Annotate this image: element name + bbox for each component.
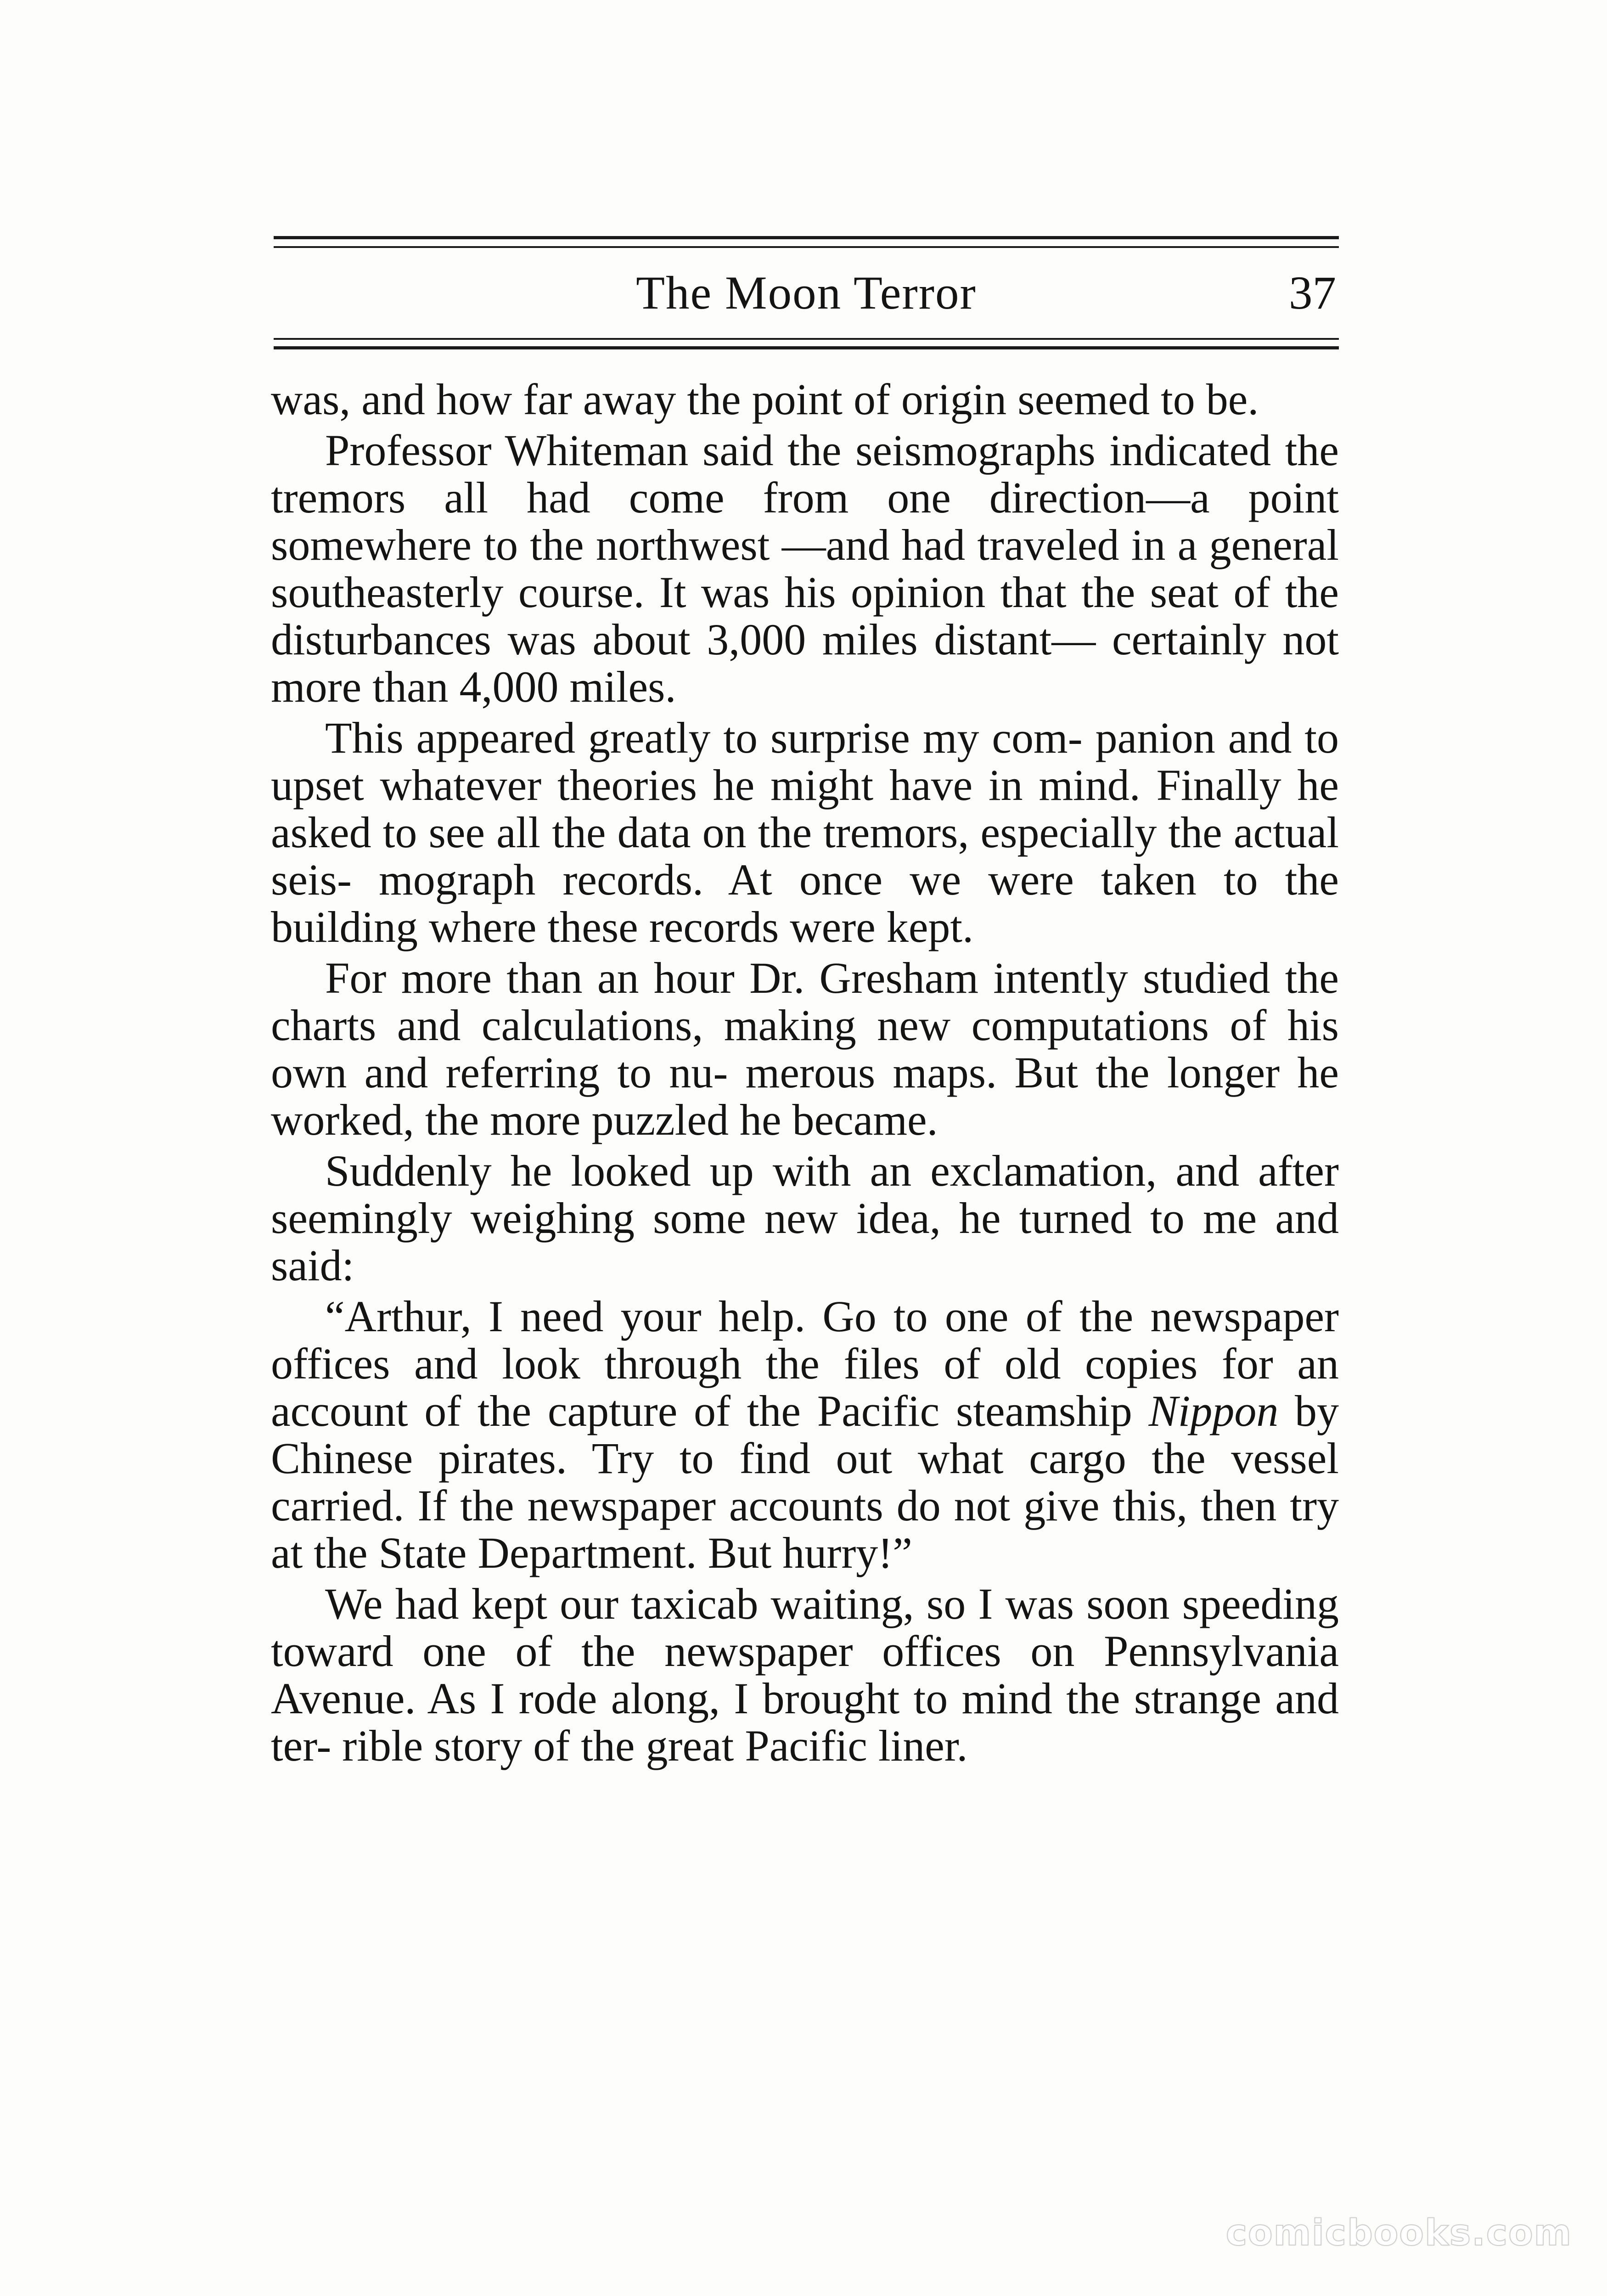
text-line: Professor Whiteman said the seismographs [325, 426, 1096, 475]
text-line: panion and to upset whatever theories he might [271, 713, 1339, 810]
text-line: Try to find out what cargo the vessel carried. [271, 1434, 1339, 1530]
text-line: more puzzled he became. [490, 1095, 938, 1144]
paragraph [271, 376, 1339, 423]
text-line: —and had traveled in a general southeasterly [271, 520, 1339, 617]
text-line: newspaper offices and look through the files of [271, 1292, 1339, 1388]
text-line: along, I brought to mind the strange and ter- [271, 1674, 1339, 1770]
text-line: offices on Pennsylvania Avenue. As I rode [271, 1626, 1339, 1723]
text-line: rible story of the great Pacific liner. [342, 1721, 968, 1770]
paragraph [271, 1293, 1339, 1576]
text-line: was, and how far away the point of origin [271, 375, 1007, 424]
text-line-start: Pacific steamship [817, 1386, 1149, 1435]
text-line: “Arthur, I need your help. Go to one of the [325, 1292, 1134, 1341]
header-top-rule-lower [274, 246, 1339, 248]
running-title: The Moon Terror [636, 267, 977, 319]
text-line: merous maps. But the longer he worked, the [271, 1048, 1339, 1144]
paragraph [271, 954, 1339, 1143]
text-line: seemed to be. [1017, 375, 1259, 424]
text-line: certainly not more than 4,000 miles. [271, 615, 1339, 711]
header-top-rule-upper [274, 236, 1339, 239]
body-text [271, 376, 1339, 1773]
text-line: course. It was his opinion that the seat of the [518, 568, 1339, 617]
text-line: data on the tremors, especially the actual seis- [271, 808, 1339, 904]
text-line: have in mind. Finally he asked to see all the [271, 760, 1339, 857]
text-line-end: by Chinese pirates. [271, 1386, 1339, 1483]
text-line: computations of his own and referring to nu- [271, 1001, 1339, 1097]
text-line: disturbances was about 3,000 miles distant— [271, 615, 1096, 664]
text-line: direction—a point somewhere to the northwest [271, 473, 1339, 569]
text-line: old copies for an account of the capture of the [271, 1339, 1339, 1435]
header-bottom-rule-lower [274, 346, 1339, 349]
text-line: studied the charts and calculations, making new [271, 953, 1339, 1050]
text-line: soon speeding toward one of the newspaper [271, 1579, 1339, 1676]
paragraph [271, 427, 1339, 710]
text-line: This appeared greatly to surprise my com- [325, 713, 1083, 762]
text-line: he turned to me and said: [271, 1193, 1339, 1290]
running-header [274, 236, 1339, 353]
paragraph [271, 714, 1339, 951]
text-line: We had kept our taxicab waiting, so I was [325, 1579, 1074, 1628]
text-line: mograph records. At once we were taken to [379, 855, 1258, 904]
watermark: comicbooks.com [1225, 2212, 1572, 2254]
text-line: For more than an hour Dr. Gresham intently [325, 953, 1128, 1002]
page-number: 37 [1289, 267, 1336, 319]
paragraph [271, 1147, 1339, 1289]
header-bottom-rule-upper [274, 338, 1339, 340]
text-line: and after seemingly weighing some new idea, [271, 1146, 1339, 1243]
text-line: If the newspaper accounts do not give this, [417, 1481, 1188, 1530]
text-line: indicated the tremors all had come from one [271, 426, 1339, 522]
text-line: then try at the State Department. But hurry!” [271, 1481, 1339, 1577]
paragraph [271, 1580, 1339, 1769]
text-line: the building where these records were kept. [271, 855, 1339, 951]
text-line: Suddenly he looked up with an exclamation, [325, 1146, 1157, 1195]
ship-name: Nippon [1148, 1386, 1279, 1435]
